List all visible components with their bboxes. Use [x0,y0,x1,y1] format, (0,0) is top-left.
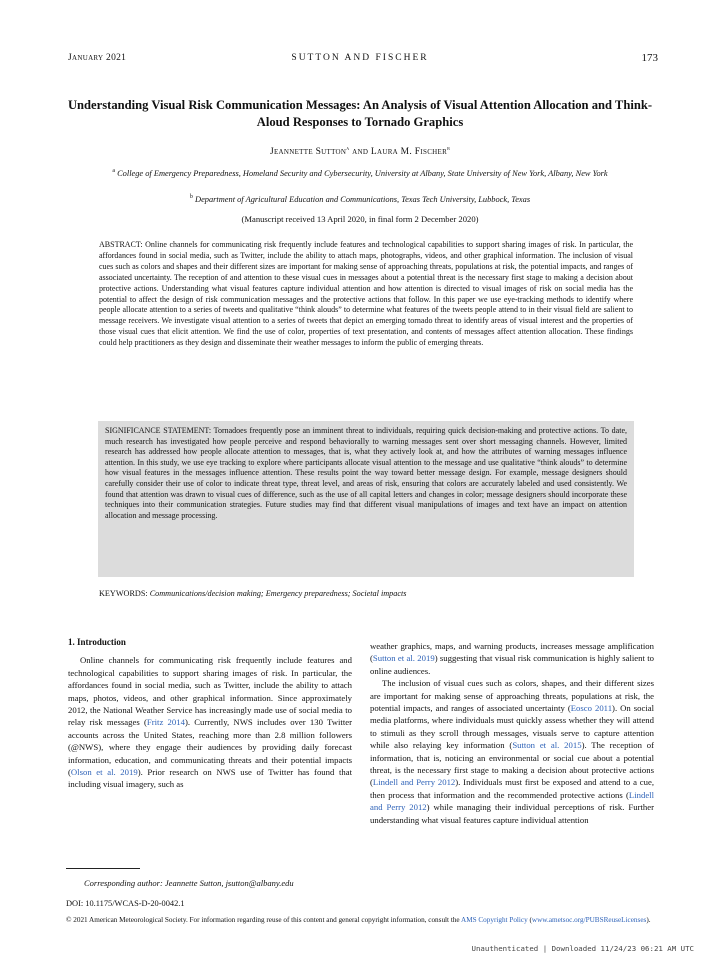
author-line [0,146,720,157]
affiliation-mark: a [112,168,115,174]
body-column-left [68,636,352,791]
copyright-text: ). [646,916,651,924]
abstract-text: Online channels for communicating risk frequently include features and technological capabilities to support sharing images of risk. In particular, the affordances found in social media, such as Twitter, include the ability to attach maps, photographs, videos, and other graphical information. The inclusion of visual cues such as colors and shapes and their different sizes are important for making sense of approaching threats, populations at risk, the potential impacts, and ranges of associated uncertainty. The reception of and attention to these visual cues in messages about a potential threat is the necessary first stage to making a decision about protective actions. Understanding what visual features capture individual attention and how attention is directed to visual images of risk on social media has the potential to affect the design of risk communication messages and the protective actions that follow. In this paper we use eye-tracking methods to identify where people allocate attention to a series of tweets and qualitative “think alouds” to determine what features of the tweets people attend to in their visual field are salient to message receivers. We investigate visual attention to a series of tweets that depict an emerging tornado threat to identify areas of visual interest and the properties of those visual cues that elicit attention. We find the use of color, properties of text presentation, and contents of messages affect attention allocation. These findings could help practitioners as they design and disseminate their weather messages to inform the public of emerging threats. [99,240,634,348]
footnote-rule [66,868,140,869]
paragraph-text: ). Currently, NWS includes over 130 Twitter accounts across the United States, reaching more than 2.8 million followers (@NWS), where they engage their audiences by providing daily forecast information, education, and communicating threats and their potential impacts ( [68,717,352,778]
citation-link[interactable]: Lindell and Perry 2012 [370,789,654,813]
affiliation-mark: a [346,146,350,152]
citation-link[interactable]: Lindell and Perry 2012 [372,777,456,788]
citation-link[interactable]: Olson et al. 2019 [70,767,138,778]
corresponding-author: Corresponding author: Jeannette Sutton, jsutton@albany.edu [84,878,294,888]
copyright-text: ( [527,916,532,924]
paragraph-text: ) suggesting that visual risk communication is highly salient to online audiences. [370,653,655,676]
citation-link[interactable]: Eosco 2011 [570,703,613,714]
significance-statement [98,421,634,577]
running-header-date: January 2021 [68,53,127,63]
body-paragraph [370,640,654,677]
paragraph-text: The inclusion of visual cues such as colors, shapes, and their different sizes are important for making sense of approaching threats, populations at risk, the potential impacts, and ranges of associated uncertainty ( [370,678,654,714]
author-conjunction: and [349,147,371,158]
affiliation-text: Department of Agricultural Education and Communications, Texas Tech University, Lubbock, Texas [195,194,531,204]
citation-link[interactable]: Sutton et al. 2019 [372,653,435,664]
affiliation-text: College of Emergency Preparedness, Homeland Security and Cybersecurity, University at Albany, State University of New York, Albany, New York [117,168,608,178]
affiliation-mark: b [447,146,451,152]
paragraph-text: Online channels for communicating risk frequently include features and technological capabilities to support sharing images of risk. In particular, the affordances found in social media, such as Twitter, include the ability to attach maps, photos, videos, and other graphical information. Since approximately 2012, the National Weather Service has increasingly made use of social media to relay risk messages ( [68,655,352,728]
section-heading: 1. Introduction [68,637,126,647]
abstract [99,240,633,349]
body-paragraph [370,677,654,826]
significance-text: Tornadoes frequently pose an imminent threat to individuals, requiring quick decision-making and protective actions. To date, much research has investigated how people perceive and respond behaviorally to warning messages sent over short messaging channels. However, limited research has addressed how people allocate attention to messages, that is, what they actively look at, and how the attributes of warning messages influence attention. In this study, we use eye tracking to explore where participants allocate visual attention to the message and use qualitative “think alouds” to determine how visual features in the messages influence attention. These results point the way toward better message design. For example, message designers should carefully consider their use of color to indicate threat type, threat level, and areas of risk, ensuring that colors are accurately labeled and used consistently. We found that attention was drawn to visual cues of difference, such as the use of all capital letters and changes in color; message designers should incorporate these techniques into their communication strategies. Future studies may find that different visual manipulations of images and text have an impact on attention allocation and message processing. [105,426,627,520]
download-stamp: Unauthenticated | Downloaded 11/24/23 06:21 AM UTC [471,944,694,953]
citation-link[interactable]: Fritz 2014 [146,717,185,728]
paragraph-text: ). The reception of information, that is, noticing an environmental or social cue about a potential threat, is the necessary first stage to making a decision about protective actions ( [370,740,654,788]
page-number: 173 [641,52,658,64]
citation-link[interactable]: Sutton et al. 2015 [512,740,582,751]
doi: DOI: 10.1175/WCAS-D-20-0042.1 [66,899,185,908]
significance-label: SIGNIFICANCE STATEMENT: [105,426,212,435]
keywords-label: KEYWORDS: [99,589,148,598]
abstract-label: ABSTRACT: [99,240,143,249]
paragraph-text: ). On social media platforms, where individuals must quickly assess whether they will attend to stimuli as they scroll through messages, visuals serve to capture attention while also relaying key information ( [370,703,654,751]
keywords [99,589,633,598]
body-paragraph [68,654,352,790]
affiliation-b [80,192,640,205]
author-name: Laura M. Fischer [370,147,448,158]
article-title: Understanding Visual Risk Communication Messages: An Analysis of Visual Attention Allocation and Think-Aloud Responses to Tornado Graphics [67,98,653,129]
paragraph-text: ). Individuals must first be exposed and attend to a cue, then process that information and the recommended protective actions ( [370,777,655,800]
affiliation-mark: b [189,194,193,200]
copyright-text: © 2021 American Meteorological Society. For information regarding reuse of this content and general copyright information, consult the [66,916,462,924]
copyright-policy-link[interactable]: AMS Copyright Policy [461,916,528,924]
keywords-text: Communications/decision making; Emergency preparedness; Societal impacts [149,589,407,598]
running-header-authors: SUTTON AND FISCHER [291,53,429,63]
affiliation-a [80,166,640,179]
paragraph-text: ) while managing their individual perceptions of risk. Further understanding what visual features capture individual attention [370,802,654,825]
paragraph-text: weather graphics, maps, and warning products, increases message amplification ( [370,641,654,664]
author-name: Jeannette Sutton [269,147,347,158]
reuse-licenses-link[interactable]: www.ametsoc.org/PUBSReuseLicenses [531,916,647,924]
copyright-notice [66,915,666,926]
paragraph-text: ). Prior research on NWS use of Twitter has found that including visual imagery, such as [68,767,352,790]
body-column-right [370,640,654,826]
manuscript-received: (Manuscript received 13 April 2020, in final form 2 December 2020) [241,214,479,224]
